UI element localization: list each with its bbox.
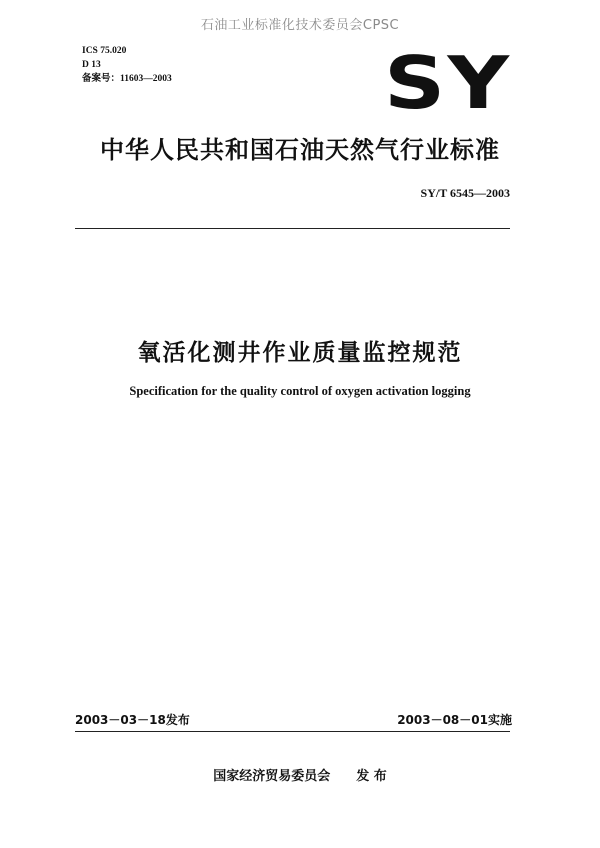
- classification-block: [82, 44, 172, 86]
- document-title-english: Specification for the quality control of oxygen activation logging: [129, 384, 471, 398]
- issuer-action: 发 布: [356, 769, 387, 784]
- publish-date: 2003－03－18发布: [75, 713, 190, 727]
- effective-date: 2003－08－01实施: [397, 713, 512, 727]
- standard-category-title: 中华人民共和国石油天然气行业标准: [100, 136, 500, 164]
- watermark-text: 石油工业标准化技术委员会CPSC: [200, 18, 400, 33]
- top-divider: [75, 228, 510, 229]
- sy-logo: SY: [384, 41, 512, 125]
- record-number: 备案号：11603—2003: [82, 74, 172, 84]
- document-title: 氧活化测井作业质量监控规范: [137, 340, 463, 366]
- ics-code: ICS 75.020: [82, 46, 127, 56]
- bottom-divider: [75, 731, 510, 732]
- issuer-name: 国家经济贸易委员会: [213, 769, 331, 784]
- ccs-code: D 13: [82, 60, 101, 70]
- issuer-line: [0, 765, 600, 784]
- standard-code: SY/T 6545—2003: [420, 186, 510, 200]
